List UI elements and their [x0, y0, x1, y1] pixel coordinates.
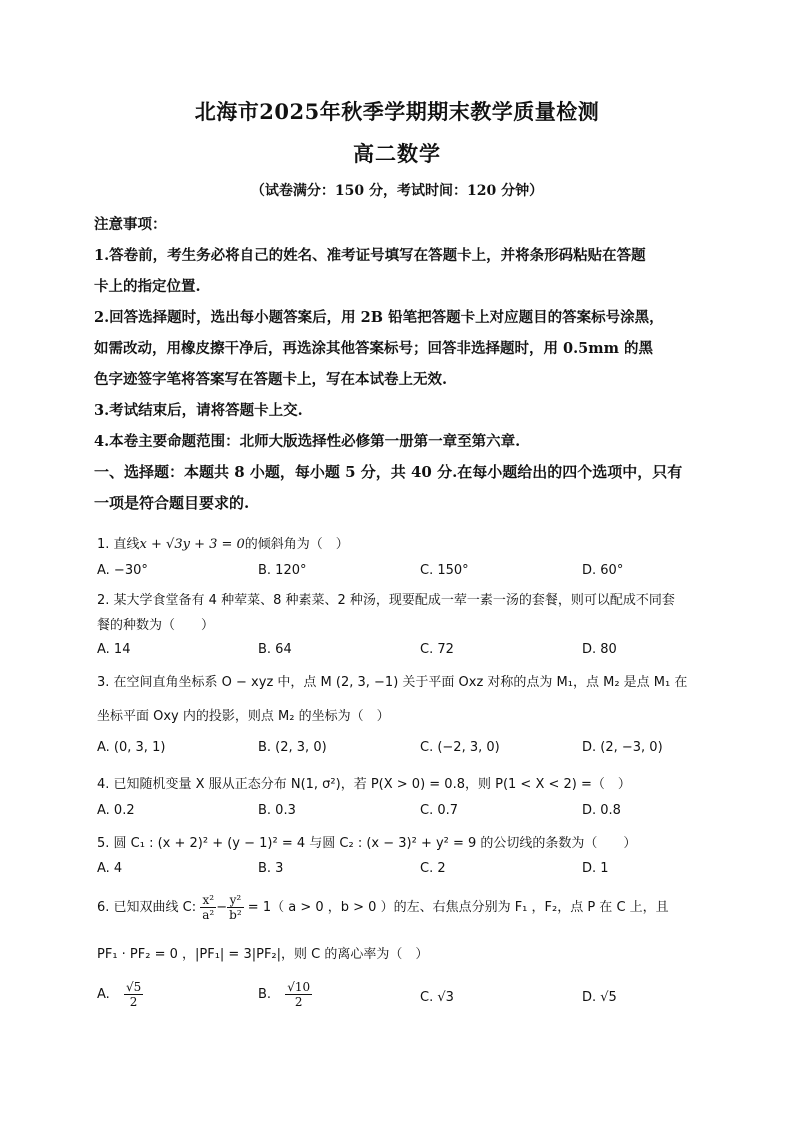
fraction-numerator: x² — [200, 893, 216, 908]
q1-option-b: B. 120° — [258, 563, 307, 578]
fraction-x2-a2 — [200, 893, 216, 922]
q2-option-c: C. 72 — [420, 642, 454, 657]
q2-option-b: B. 64 — [258, 642, 292, 657]
q4-option-b: B. 0.3 — [258, 803, 296, 818]
q6-option-a-fraction — [124, 980, 143, 1009]
q6-option-b-label: B. — [258, 987, 272, 1002]
q3-option-a: A. (0, 3, 1) — [97, 740, 166, 755]
q6-option-c: C. √3 — [420, 990, 454, 1005]
question-6-prefix: 6. 已知双曲线 C: — [97, 900, 197, 915]
q3-option-c: C. (−2, 3, 0) — [420, 740, 500, 755]
question-1-equation: x + √3y + 3 = 0 — [139, 537, 245, 552]
question-6-suffix: = 1（ a > 0 ，b > 0 ）的左、右焦点分别为 F₁ ，F₂，点 P 在 C 上，且 — [247, 900, 669, 915]
fraction-numerator: √5 — [125, 980, 142, 994]
q5-option-a: A. 4 — [97, 861, 123, 876]
q4-option-d: D. 0.8 — [582, 803, 621, 818]
question-2-line-2: 餐的种数为（ ） — [97, 618, 215, 633]
q3-option-b: B. (2, 3, 0) — [258, 740, 327, 755]
note-2-line-2: 如需改动，用橡皮擦干净后，再选涂其他答案标号；回答非选择题时，用 0.5mm 的黑 — [94, 340, 654, 357]
q1-option-a: A. −30° — [97, 563, 148, 578]
q2-option-d: D. 80 — [582, 642, 617, 657]
note-1-line-2: 卡上的指定位置. — [94, 278, 201, 295]
question-1 — [97, 533, 349, 552]
fraction-denominator: 2 — [294, 995, 303, 1009]
q5-option-d: D. 1 — [582, 861, 609, 876]
exam-info: （试卷满分：150 分，考试时间：120 分钟） — [250, 183, 544, 199]
question-4: 4. 已知随机变量 X 服从正态分布 N(1, σ²)，若 P(X > 0) = 0.8，则 P(1 < X < 2) =（ ） — [97, 777, 631, 792]
exam-title: 北海市2025年秋季学期期末教学质量检测 — [194, 99, 600, 124]
fraction-denominator: b² — [229, 908, 242, 922]
question-6-line-2: PF₁ · PF₂ = 0 ，|PF₁| = 3|PF₂|，则 C 的离心率为（ ） — [97, 947, 429, 962]
section-1-heading-line-2: 一项是符合题目要求的. — [94, 494, 250, 512]
q6-option-b-fraction — [285, 980, 312, 1009]
q6-option-d: D. √5 — [582, 990, 617, 1005]
q3-option-d: D. (2, −3, 0) — [582, 740, 663, 755]
q6-option-a-label: A. — [97, 987, 110, 1002]
question-1-suffix: 的倾斜角为（ ） — [244, 537, 349, 552]
q1-option-c: C. 150° — [420, 563, 469, 578]
note-1-line-1: 1.答卷前，考生务必将自己的姓名、准考证号填写在答题卡上，并将条形码粘贴在答题 — [94, 247, 646, 264]
question-6-line-1 — [97, 893, 669, 923]
fraction-numerator: y² — [227, 893, 244, 908]
q6-option-b — [258, 980, 312, 1009]
section-1-heading-line-1: 一、选择题：本题共 8 小题，每小题 5 分，共 40 分.在每小题给出的四个选项中，只有 — [94, 463, 683, 481]
exam-subject: 高二数学 — [353, 141, 441, 166]
fraction-y2-b2 — [227, 893, 244, 922]
q6-option-a — [97, 980, 143, 1009]
q2-option-a: A. 14 — [97, 642, 131, 657]
fraction-denominator: 2 — [129, 995, 138, 1009]
question-1-prefix: 1. 直线 — [97, 537, 140, 552]
fraction-numerator: √10 — [287, 980, 311, 994]
q5-option-c: C. 2 — [420, 861, 446, 876]
q5-option-b: B. 3 — [258, 861, 284, 876]
q1-option-d: D. 60° — [582, 563, 624, 578]
q4-option-a: A. 0.2 — [97, 803, 135, 818]
note-3: 3.考试结束后，请将答题卡上交. — [94, 402, 303, 419]
note-2-line-1: 2.回答选择题时，选出每小题答案后，用 2B 铅笔把答题卡上对应题目的答案标号涂黑， — [94, 309, 664, 326]
question-2-line-1: 2. 某大学食堂备有 4 种荤菜、8 种素菜、2 种汤，现要配成一荤一素一汤的套餐，则可以配成不同套 — [97, 593, 675, 608]
notes-heading: 注意事项： — [94, 216, 167, 233]
question-3-line-1: 3. 在空间直角坐标系 O − xyz 中，点 M (2, 3, −1) 关于平面 Oxz 对称的点为 M₁，点 M₂ 是点 M₁ 在 — [97, 675, 688, 690]
q4-option-c: C. 0.7 — [420, 803, 459, 818]
fraction-denominator: a² — [202, 908, 215, 922]
note-2-line-3: 色字迹签字笔将答案写在答题卡上，写在本试卷上无效. — [94, 371, 448, 388]
question-3-line-2: 坐标平面 Oxy 内的投影，则点 M₂ 的坐标为（ ） — [97, 709, 390, 724]
note-4: 4.本卷主要命题范围：北师大版选择性必修第一册第一章至第六章. — [94, 433, 521, 450]
question-5: 5. 圆 C₁ : (x + 2)² + (y − 1)² = 4 与圆 C₂ : (x − 3)² + y² = 9 的公切线的条数为（ ） — [97, 836, 637, 851]
minus-sign: − — [216, 900, 228, 915]
